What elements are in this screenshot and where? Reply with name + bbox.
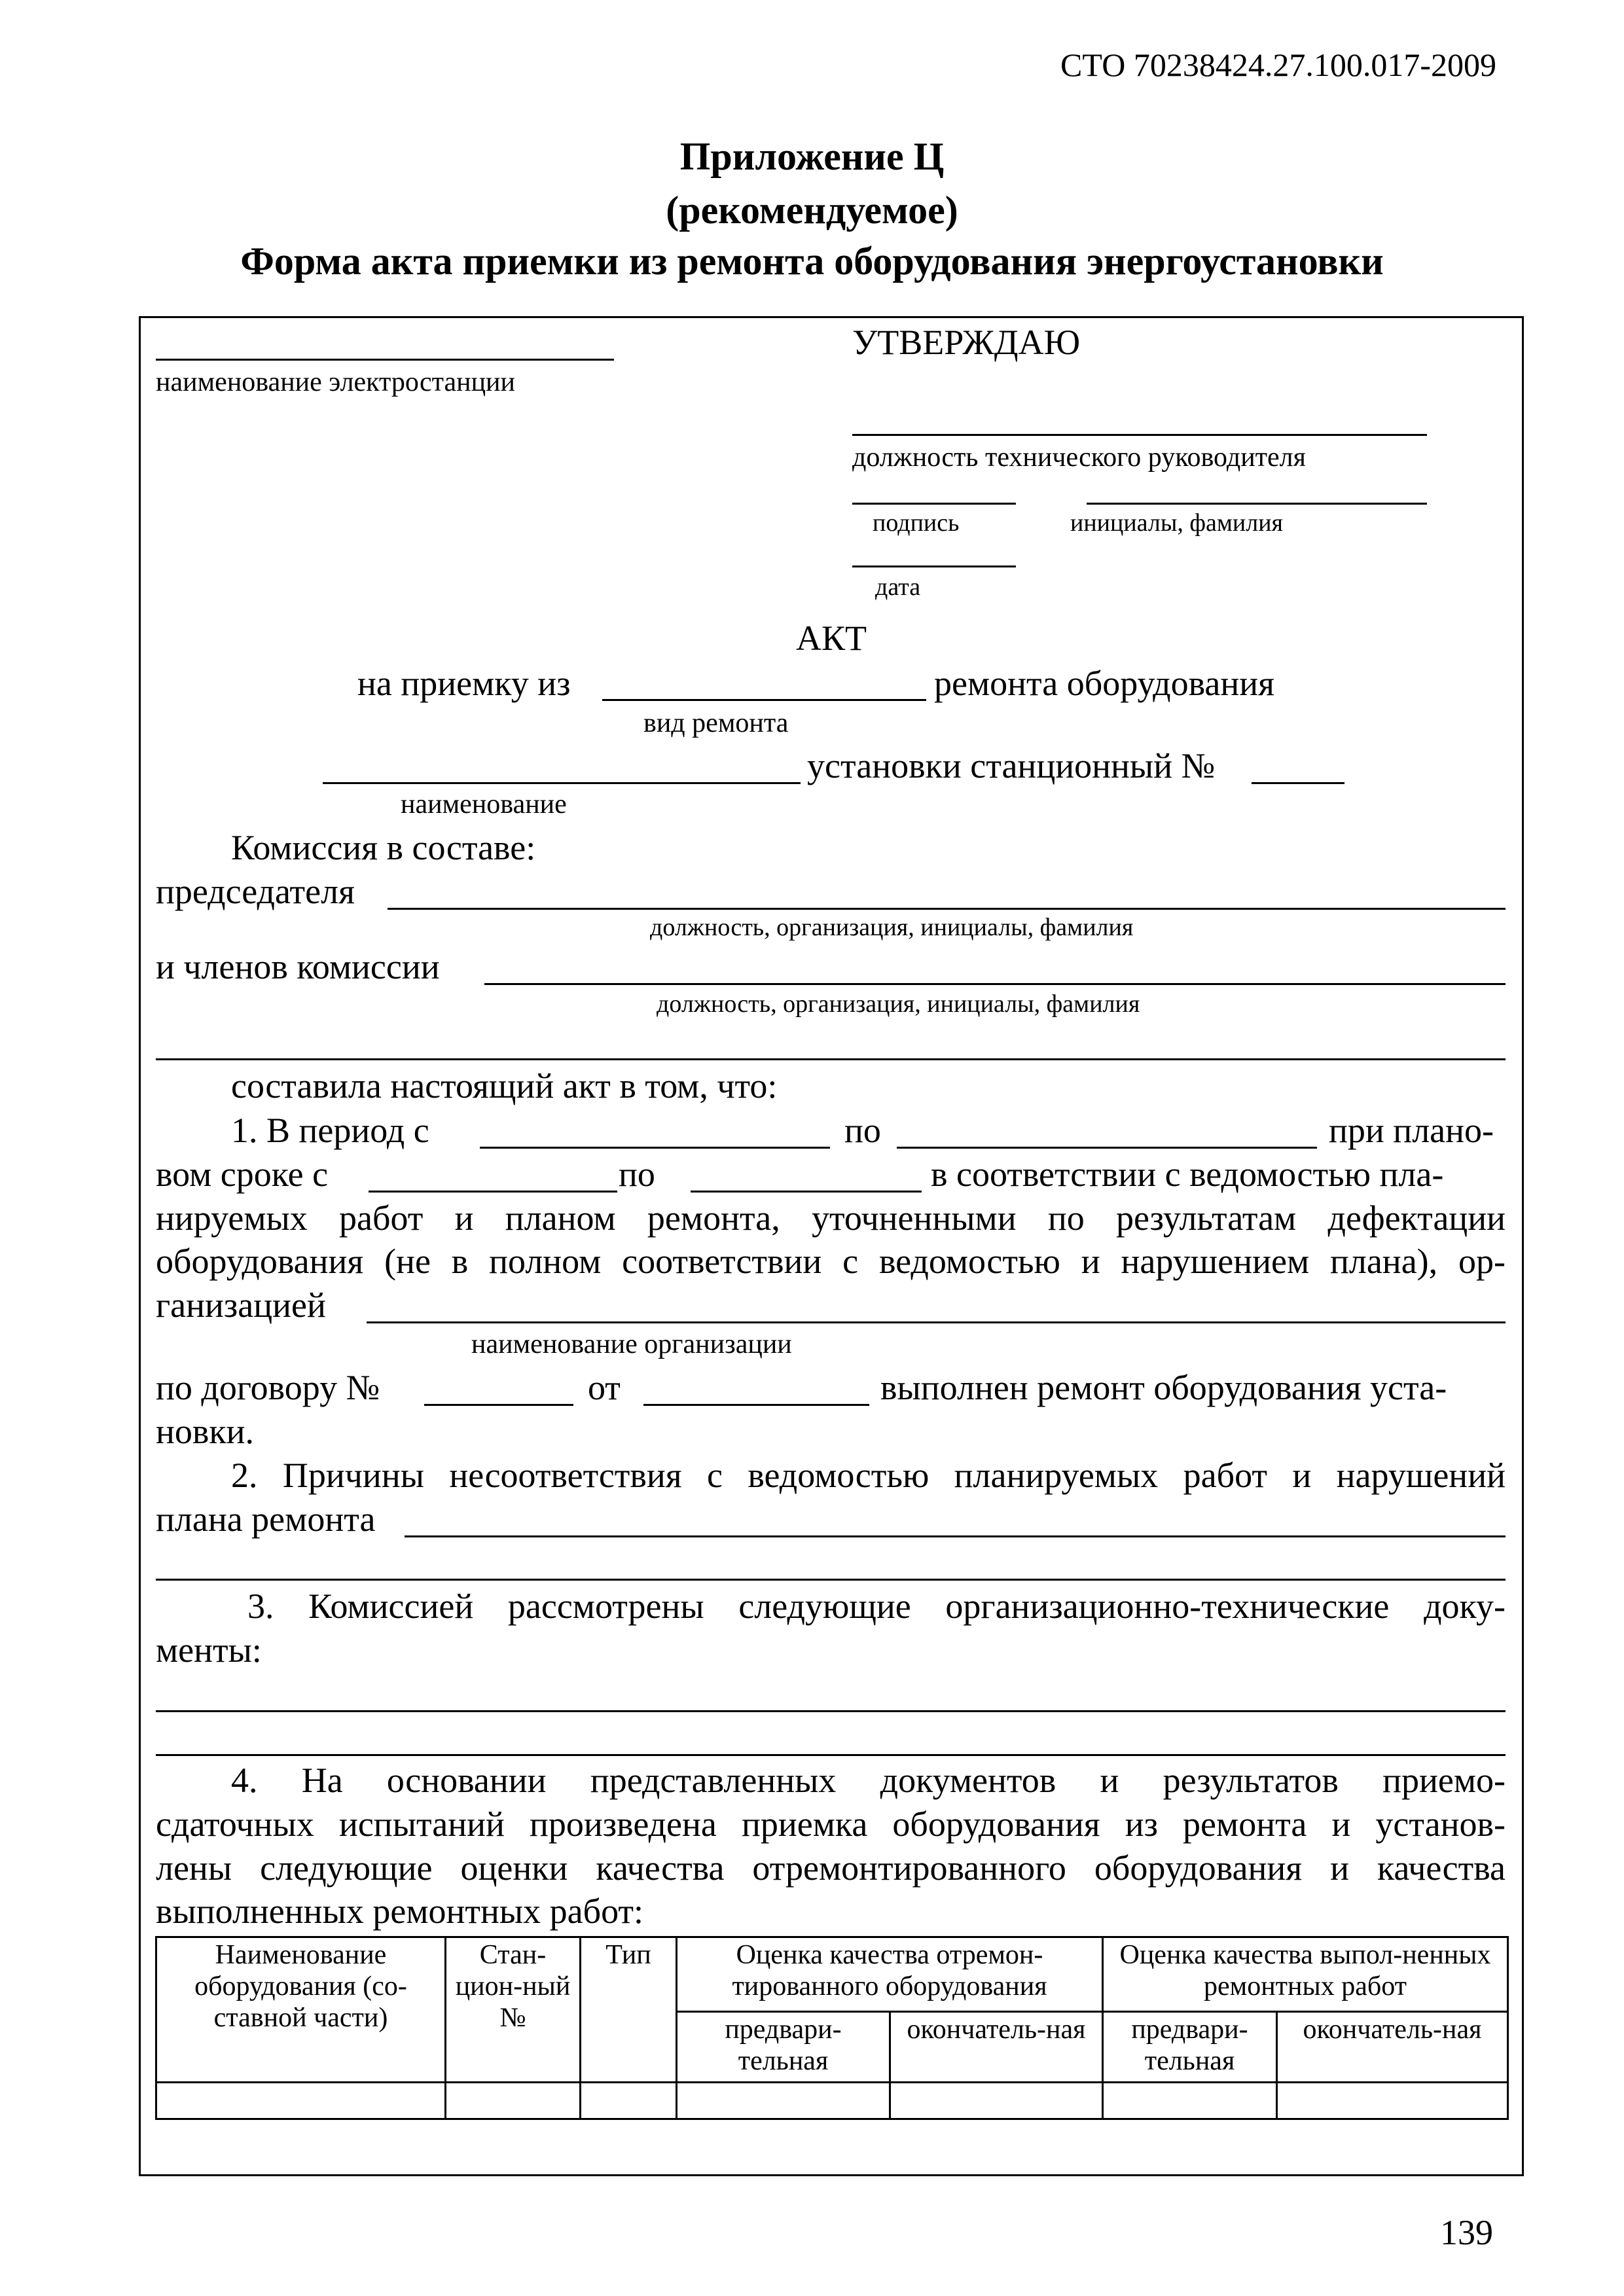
p1-l1-c: при плано- — [1329, 1111, 1494, 1150]
p1-l2-c: в соответствии с ведомостью пла- — [931, 1155, 1444, 1194]
table-cell[interactable] — [156, 2083, 446, 2119]
repair-type-line[interactable] — [602, 699, 926, 701]
position-caption: должность технического руководителя — [852, 442, 1306, 473]
period-from-line[interactable] — [480, 1147, 830, 1149]
members-line-2[interactable] — [156, 1058, 1506, 1060]
date-caption: дата — [875, 573, 921, 601]
table-cell[interactable] — [890, 2083, 1103, 2119]
table-cell[interactable] — [1103, 2083, 1277, 2119]
contract-date-line[interactable] — [643, 1404, 869, 1406]
p1-l3: нируемых работ и планом ремонта, уточненными по результатам дефектации — [156, 1198, 1506, 1238]
col-type-header: Тип — [581, 1937, 677, 2083]
chairman-caption: должность, организация, инициалы, фамилия — [650, 914, 1134, 941]
signature-caption: подпись — [873, 509, 960, 537]
p2-l1: 2. Причины несоответствия с ведомостью планируемых работ и нарушений — [231, 1456, 1506, 1495]
quality-table — [155, 1936, 1509, 2120]
position-line[interactable] — [852, 434, 1427, 436]
members-label: и членов комиссии — [156, 947, 440, 986]
table-row — [156, 2083, 1508, 2119]
p3-l2: менты: — [156, 1630, 262, 1670]
table-cell[interactable] — [581, 2083, 677, 2119]
repair-type-caption: вид ремонта — [643, 708, 789, 738]
p3-l1: 3. Комиссией рассмотрены следующие организационно-технические доку- — [247, 1587, 1506, 1626]
col-equipment-header: Наименование оборудования (со-ставной части) — [156, 1937, 446, 2083]
initials-caption: инициалы, фамилия — [1070, 509, 1284, 537]
p1-l4: оборудования (не в полном соответствии с ведомостью и нарушением плана), ор- — [156, 1242, 1506, 1281]
appendix-recommended: (рекомендуемое) — [666, 188, 958, 232]
reasons-line-2[interactable] — [156, 1579, 1506, 1581]
planned-from-line[interactable] — [369, 1191, 617, 1193]
p1-l6-a: по договору № — [156, 1368, 380, 1407]
act-title: АКТ — [796, 619, 867, 658]
date-line[interactable] — [852, 565, 1016, 567]
p1-l1-b: по — [844, 1111, 881, 1150]
members-caption: должность, организация, инициалы, фамилия — [657, 990, 1140, 1018]
sub-final-work: окончатель-ная — [1277, 2012, 1508, 2083]
compiled-label: составила настоящий акт в том, что: — [231, 1066, 778, 1105]
p1-l2-a: вом сроке с — [156, 1155, 329, 1194]
organization-line[interactable] — [367, 1321, 1506, 1323]
p1-l5: ганизацией — [156, 1285, 326, 1325]
station-number-line[interactable] — [1252, 782, 1344, 784]
contract-number-line[interactable] — [424, 1404, 573, 1406]
signature-line[interactable] — [852, 503, 1016, 505]
chairman-line[interactable] — [388, 908, 1506, 910]
col-quality-equipment-header: Оценка качества отремон-тированного оборудования — [677, 1937, 1103, 2012]
period-to-line[interactable] — [897, 1147, 1317, 1149]
sub-final-equipment: окончатель-ная — [890, 2012, 1103, 2083]
table-cell[interactable] — [677, 2083, 890, 2119]
col-station-header: Стан-цион-ный № — [446, 1937, 581, 2083]
col-quality-work-header: Оценка качества выпол-ненных ремонтных работ — [1103, 1937, 1508, 2012]
documents-line-1[interactable] — [156, 1710, 1506, 1712]
act-line1-b: ремонта оборудования — [934, 664, 1274, 703]
sub-preliminary-work: предвари-тельная — [1103, 2012, 1277, 2083]
station-caption: наименование электростанции — [156, 367, 515, 397]
p4-l2: сдаточных испытаний произведена приемка оборудования из ремонта и установ- — [156, 1804, 1506, 1844]
p4-l3: лены следующие оценки качества отремонтированного оборудования и качества — [156, 1848, 1506, 1888]
members-line[interactable] — [484, 983, 1506, 985]
station-name-line[interactable] — [156, 359, 614, 361]
p2-l2: плана ремонта — [156, 1499, 376, 1539]
installation-name-line[interactable] — [323, 782, 801, 784]
document-code: СТО 70238424.27.100.017-2009 — [1060, 46, 1496, 83]
org-caption: наименование организации — [471, 1329, 792, 1359]
documents-line-2[interactable] — [156, 1754, 1506, 1756]
page-number: 139 — [1440, 2213, 1493, 2252]
name-caption: наименование — [401, 789, 567, 819]
act-line2: установки станционный № — [807, 746, 1216, 785]
planned-to-line[interactable] — [691, 1191, 922, 1193]
p1-l2-b: по — [619, 1155, 655, 1194]
table-cell[interactable] — [446, 2083, 581, 2119]
reasons-line[interactable] — [405, 1535, 1506, 1537]
initials-line[interactable] — [1087, 503, 1427, 505]
commission-label: Комиссия в составе: — [231, 828, 536, 867]
form-title: Форма акта приемки из ремонта оборудования энергоустановки — [240, 240, 1384, 283]
approve-label: УТВЕРЖДАЮ — [852, 323, 1081, 362]
p1-l6-b: от — [588, 1368, 621, 1407]
chairman-label: председателя — [156, 872, 355, 911]
p1-l7: новки. — [156, 1412, 255, 1451]
p4-l4: выполненных ремонтных работ: — [156, 1892, 644, 1931]
p1-l1-a: 1. В период с — [231, 1111, 429, 1150]
act-line1-a: на приемку из — [357, 664, 571, 703]
p1-l6-c: выполнен ремонт оборудования уста- — [880, 1368, 1447, 1407]
sub-preliminary-equipment: предвари-тельная — [677, 2012, 890, 2083]
table-cell[interactable] — [1277, 2083, 1508, 2119]
appendix-title: Приложение Ц — [679, 135, 945, 178]
p4-l1: 4. На основании представленных документов и результатов приемо- — [231, 1761, 1506, 1800]
